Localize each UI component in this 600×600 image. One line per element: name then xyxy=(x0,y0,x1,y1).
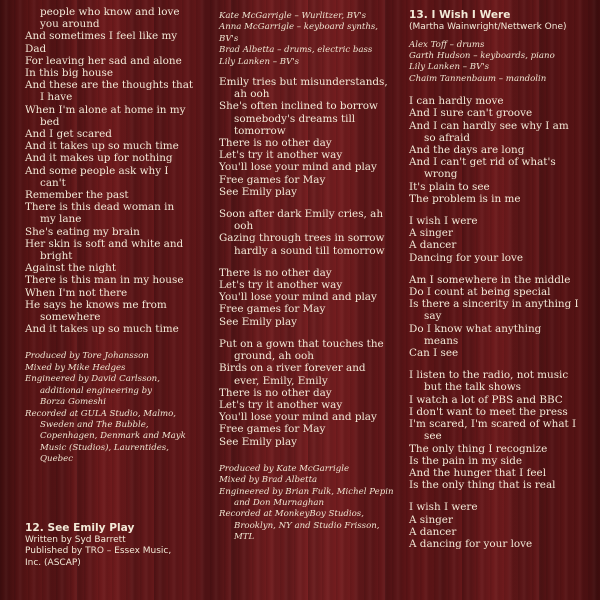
lyric-line: can't xyxy=(40,176,66,189)
credit-line: Mixed by Brad Albetta xyxy=(219,475,318,486)
lyric-line: Free games for May xyxy=(219,423,326,436)
lyrics-block xyxy=(25,6,200,335)
lyric-line: See Emily play xyxy=(219,315,298,328)
lyric-line: She's often inclined to borrow xyxy=(219,100,378,113)
lyric-line: Let's try it another way xyxy=(219,149,343,162)
lyric-line: And I sure can't groove xyxy=(409,107,533,120)
lyric-line: Is the pain in my side xyxy=(409,454,523,467)
stanza xyxy=(409,95,595,205)
credit-line: MTL xyxy=(234,532,255,543)
lyric-line: And I can hardly see why I am xyxy=(409,119,569,132)
lyric-line: Do I know what anything xyxy=(409,322,542,335)
lyric-line: I wish I were xyxy=(409,501,478,514)
credit-line: Lily Lanken – BV's xyxy=(219,56,300,67)
lyric-line: Am I somewhere in the middle xyxy=(409,273,571,286)
lyric-line: my lane xyxy=(40,213,82,226)
lyric-line: You'll lose your mind and play xyxy=(219,291,377,304)
lyric-line: bright xyxy=(40,250,73,263)
lyric-line: Dancing for your love xyxy=(409,251,524,264)
lyric-line: In this big house xyxy=(25,67,113,80)
lyric-line: It's plain to see xyxy=(409,180,490,193)
credit-line: Engineered by David Carlsson, xyxy=(25,374,160,385)
musician-credits xyxy=(219,11,395,68)
lyric-line: And it makes up for nothing xyxy=(25,152,173,165)
lyric-line: I watch a lot of PBS and BBC xyxy=(409,393,563,406)
lyric-line: somewhere xyxy=(40,311,101,324)
lyric-line: ah ooh xyxy=(234,88,270,101)
musician-credits xyxy=(409,40,595,86)
lyric-line: And the days are long xyxy=(409,144,525,157)
lyric-line: see xyxy=(424,430,442,443)
lyric-line: A dancer xyxy=(409,525,457,538)
lyrics-column-2 xyxy=(219,11,395,544)
lyric-line: And sometimes I feel like my xyxy=(25,30,178,43)
lyric-line: There is this dead woman in xyxy=(25,201,175,214)
credit-line: Kate McGarrigle – Wurlitzer, BV's xyxy=(219,11,367,21)
lyric-line: I have xyxy=(40,91,73,104)
lyric-line: The problem is in me xyxy=(409,192,521,205)
credit-line: and Don Murnaghan xyxy=(234,497,325,508)
song-title: 12. See Emily Play xyxy=(25,521,135,534)
credit-line: Mixed by Mike Hedges xyxy=(25,362,126,373)
lyric-line: I'm scared, I'm scared of what I xyxy=(409,418,577,431)
lyric-line: Free games for May xyxy=(219,173,326,186)
lyrics-column-1 xyxy=(25,6,200,569)
lyric-line: He says he knows me from xyxy=(25,298,167,311)
lyric-line: Birds on a river forever and xyxy=(219,362,366,375)
stanza xyxy=(219,76,395,198)
lyric-line: Soon after dark Emily cries, ah xyxy=(219,208,384,221)
lyric-line: I can hardly move xyxy=(409,95,504,108)
lyric-line: When I'm alone at home in my xyxy=(25,103,186,116)
lyric-line: There is this man in my house xyxy=(25,274,184,287)
lyric-line: See Emily play xyxy=(219,185,298,198)
lyrics-block xyxy=(219,76,395,448)
credit-line: Copenhagen, Denmark and Mayk xyxy=(40,431,186,442)
credit-line: Brooklyn, NY and Studio Frisson, xyxy=(234,520,380,531)
lyric-line: so afraid xyxy=(424,131,471,144)
lyric-line: You'll lose your mind and play xyxy=(219,411,377,424)
lyric-line: ever, Emily, Emily xyxy=(234,374,328,387)
lyric-line: Do I count at being special xyxy=(409,286,551,299)
lyrics-block xyxy=(409,95,595,550)
credits-block xyxy=(25,351,200,465)
lyric-line: people who know and love xyxy=(40,6,180,18)
lyric-line: Emily tries but misunderstands, xyxy=(219,76,388,89)
lyric-line: Remember the past xyxy=(25,189,129,202)
songwriter-credit: Written by Syd Barrett xyxy=(25,534,126,545)
stanza xyxy=(219,338,395,448)
credit-line: Music (Studios), Laurentides, xyxy=(40,442,169,453)
lyric-line: There is no other day xyxy=(219,266,332,279)
stanza xyxy=(409,274,595,359)
credit-line: BV's xyxy=(219,33,239,44)
stanza xyxy=(219,208,395,257)
lyric-line: hardly a sound till tomorrow xyxy=(234,244,385,257)
lyric-line: Is there a sincerity in anything I xyxy=(409,298,579,311)
lyric-line: Is the only thing that is real xyxy=(409,479,556,492)
lyric-line: She's eating my brain xyxy=(25,225,140,238)
lyric-line: Can I see xyxy=(409,347,459,360)
lyric-line: wrong xyxy=(424,168,458,181)
song-title: 13. I Wish I Were xyxy=(409,9,511,21)
lyric-line: I don't want to meet the press xyxy=(409,405,568,418)
lyric-line: A dancing for your love xyxy=(409,537,533,550)
credit-line: Anna McGarrigle – keyboard synths, xyxy=(219,22,379,33)
lyric-line: somebody's dreams till xyxy=(234,112,356,125)
lyric-line: Her skin is soft and white and xyxy=(25,237,184,250)
credit-line: Chaim Tannenbaum – mandolin xyxy=(409,73,547,84)
lyric-line: but the talk shows xyxy=(424,381,521,394)
lyric-line: You'll lose your mind and play xyxy=(219,161,377,174)
lyric-line: ooh xyxy=(234,220,254,233)
credit-line: additional engineering by xyxy=(40,385,152,396)
stanza xyxy=(219,267,395,328)
lyric-line: Free games for May xyxy=(219,303,326,316)
credit-line: Recorded at MonkeyBoy Studios, xyxy=(219,509,364,520)
lyric-line: ground, ah ooh xyxy=(234,350,314,363)
credit-line: Engineered by Brian Fulk, Michel Pepin xyxy=(219,486,394,497)
lyric-line: you around xyxy=(40,18,100,31)
credit-line: Produced by Kate McGarrigle xyxy=(219,463,350,474)
credit-line: Lily Lanken – BV's xyxy=(409,62,490,73)
credit-line: Produced by Tore Johansson xyxy=(25,351,149,362)
lyric-line: I listen to the radio, not music xyxy=(409,369,569,382)
lyric-line: bed xyxy=(40,115,60,128)
lyric-line: Against the night xyxy=(25,262,117,275)
publisher-credit-continued: Inc. (ASCAP) xyxy=(25,557,81,568)
lyric-line: And I can't get rid of what's xyxy=(409,156,556,169)
lyric-line: And it takes up so much time xyxy=(25,140,179,153)
stanza xyxy=(409,369,595,491)
lyric-line: And some people ask why I xyxy=(25,164,169,177)
lyric-line: And it takes up so much time xyxy=(25,323,179,336)
lyric-line: See Emily play xyxy=(219,435,298,448)
lyric-line: Gazing through trees in sorrow xyxy=(219,232,385,245)
songwriter-credit: (Martha Wainwright/Nettwerk One) xyxy=(409,22,567,32)
lyric-line: Dad xyxy=(25,42,47,55)
credit-line: Recorded at GULA Studio, Malmo, xyxy=(25,408,177,419)
credit-line: Quebec xyxy=(40,454,74,465)
lyric-line: There is no other day xyxy=(219,137,332,150)
lyrics-column-3 xyxy=(409,9,595,550)
stanza xyxy=(409,215,595,264)
lyric-line: A dancer xyxy=(409,239,457,252)
lyric-line: say xyxy=(424,310,442,323)
credits-block xyxy=(219,464,395,544)
lyric-line: There is no other day xyxy=(219,386,332,399)
lyric-line: means xyxy=(424,334,459,347)
lyric-line: A singer xyxy=(409,513,453,526)
stanza xyxy=(409,501,595,550)
lyric-line: And I get scared xyxy=(25,128,112,141)
lyric-line: And the hunger that I feel xyxy=(409,466,547,479)
credit-line: Borza Gomeshi xyxy=(40,397,106,408)
lyric-line: For leaving her sad and alone xyxy=(25,54,182,67)
lyric-line: A singer xyxy=(409,227,453,240)
lyric-line: And these are the thoughts that xyxy=(25,79,194,92)
lyric-line: I wish I were xyxy=(409,215,478,228)
lyric-line: Put on a gown that touches the xyxy=(219,337,384,350)
credit-line: Alex Toff – drums xyxy=(409,39,485,50)
lyric-line: The only thing I recognize xyxy=(409,442,548,455)
credit-line: Garth Hudson – keyboards, piano xyxy=(409,51,555,61)
publisher-credit: Published by TRO – Essex Music, xyxy=(25,546,172,557)
lyric-line: tomorrow xyxy=(234,124,286,137)
lyric-line: Let's try it another way xyxy=(219,398,343,411)
credit-line: Sweden and The Bubble, xyxy=(40,419,149,430)
lyric-line: Let's try it another way xyxy=(219,279,343,292)
credit-line: Brad Albetta – drums, electric bass xyxy=(219,45,373,56)
lyric-line: When I'm not there xyxy=(25,286,128,299)
